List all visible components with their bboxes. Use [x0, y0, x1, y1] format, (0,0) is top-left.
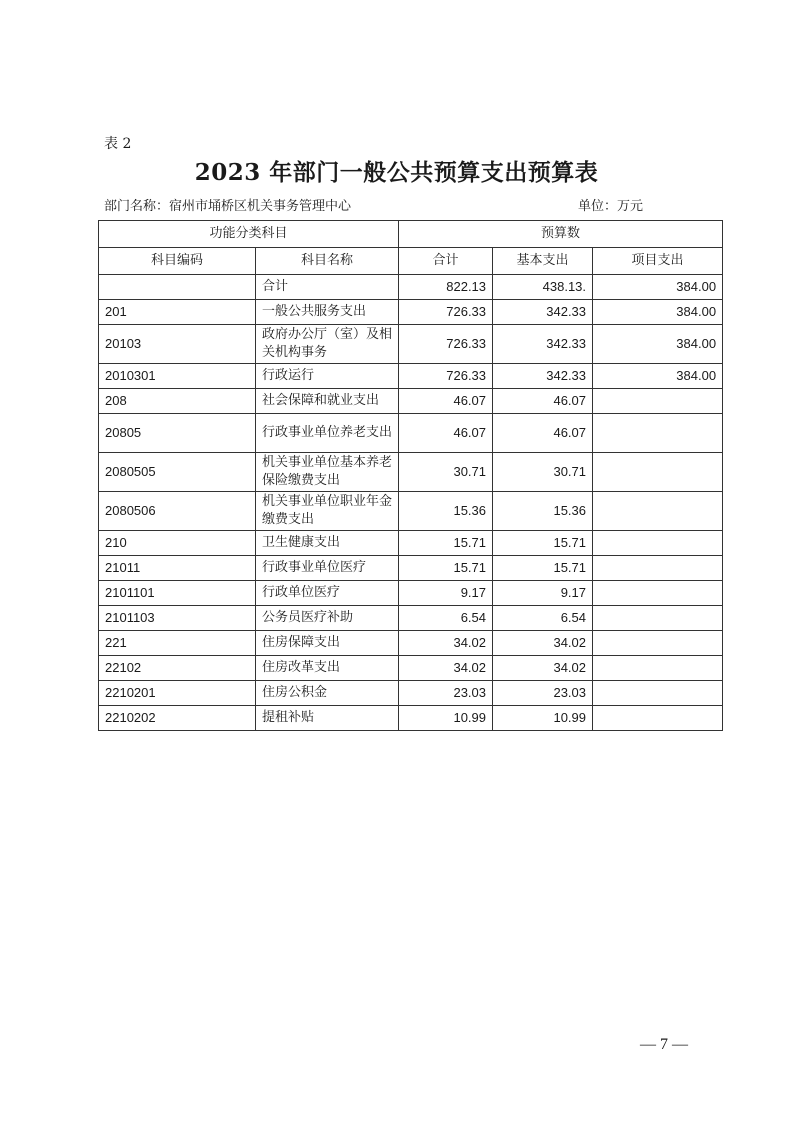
header-total: 合计: [399, 248, 493, 275]
cell-total: 10.99: [399, 706, 493, 731]
cell-code: 2010301: [99, 364, 256, 389]
table-row: [99, 492, 723, 531]
cell-project: [593, 556, 723, 581]
cell-total: 23.03: [399, 681, 493, 706]
cell-name: 提租补贴: [256, 706, 399, 731]
cell-code: 221: [99, 631, 256, 656]
cell-project: [593, 492, 723, 531]
cell-code: 2210202: [99, 706, 256, 731]
page-number: — 7 —: [640, 1036, 688, 1053]
cell-project: [593, 414, 723, 453]
header-project: 项目支出: [593, 248, 723, 275]
cell-name: 公务员医疗补助: [256, 606, 399, 631]
cell-basic: 342.33: [493, 325, 593, 364]
cell-basic: 342.33: [493, 364, 593, 389]
cell-total: 15.71: [399, 531, 493, 556]
cell-name: 合计: [256, 275, 399, 300]
header-budget-group: 预算数: [399, 221, 723, 248]
cell-project: [593, 531, 723, 556]
cell-total: 726.33: [399, 300, 493, 325]
table-row: [99, 364, 723, 389]
cell-name: 行政事业单位养老支出: [256, 414, 399, 453]
cell-basic: 15.71: [493, 531, 593, 556]
cell-basic: 438.13.: [493, 275, 593, 300]
cell-name: 住房改革支出: [256, 656, 399, 681]
cell-basic: 15.71: [493, 556, 593, 581]
cell-total: 15.36: [399, 492, 493, 531]
table-row: [99, 706, 723, 731]
table-row: [99, 300, 723, 325]
cell-total: 822.13: [399, 275, 493, 300]
header-name: 科目名称: [256, 248, 399, 275]
cell-basic: 10.99: [493, 706, 593, 731]
cell-total: 34.02: [399, 656, 493, 681]
cell-basic: 46.07: [493, 414, 593, 453]
cell-code: 2080505: [99, 453, 256, 492]
cell-project: [593, 656, 723, 681]
cell-total: 726.33: [399, 325, 493, 364]
cell-name: 一般公共服务支出: [256, 300, 399, 325]
cell-total: 726.33: [399, 364, 493, 389]
table-row: [99, 681, 723, 706]
table-body: [99, 275, 723, 731]
cell-code: 2101103: [99, 606, 256, 631]
cell-total: 6.54: [399, 606, 493, 631]
cell-basic: 342.33: [493, 300, 593, 325]
cell-name: 行政运行: [256, 364, 399, 389]
header-function-group: 功能分类科目: [99, 221, 399, 248]
budget-table: [98, 220, 723, 731]
cell-basic: 9.17: [493, 581, 593, 606]
department-name: 部门名称：宿州市埇桥区机关事务管理中心: [104, 199, 352, 214]
cell-code: 208: [99, 389, 256, 414]
cell-project: [593, 389, 723, 414]
table-row: [99, 275, 723, 300]
cell-total: 9.17: [399, 581, 493, 606]
table-row: [99, 556, 723, 581]
header-basic: 基本支出: [493, 248, 593, 275]
cell-name: 卫生健康支出: [256, 531, 399, 556]
cell-name: 政府办公厅（室）及相关机构事务: [256, 325, 399, 364]
table-row: [99, 581, 723, 606]
cell-basic: 15.36: [493, 492, 593, 531]
table-row: [99, 631, 723, 656]
cell-code: 201: [99, 300, 256, 325]
cell-code: 20805: [99, 414, 256, 453]
cell-name: 社会保障和就业支出: [256, 389, 399, 414]
cell-basic: 34.02: [493, 631, 593, 656]
table-row: [99, 414, 723, 453]
cell-total: 34.02: [399, 631, 493, 656]
cell-project: [593, 631, 723, 656]
cell-project: 384.00: [593, 275, 723, 300]
cell-name: 机关事业单位基本养老保险缴费支出: [256, 453, 399, 492]
unit-label: 单位：万元: [578, 199, 644, 214]
cell-name: 住房保障支出: [256, 631, 399, 656]
cell-total: 15.71: [399, 556, 493, 581]
cell-code: 210: [99, 531, 256, 556]
table-label: 表 2: [104, 136, 132, 152]
table-row: [99, 453, 723, 492]
cell-project: 384.00: [593, 364, 723, 389]
cell-project: [593, 606, 723, 631]
cell-basic: 46.07: [493, 389, 593, 414]
cell-name: 行政单位医疗: [256, 581, 399, 606]
header-code: 科目编码: [99, 248, 256, 275]
cell-code: 21011: [99, 556, 256, 581]
cell-name: 行政事业单位医疗: [256, 556, 399, 581]
cell-code: 22102: [99, 656, 256, 681]
table-row: [99, 656, 723, 681]
page-title: 2023 年部门一般公共预算支出预算表: [194, 159, 599, 186]
cell-code: [99, 275, 256, 300]
cell-total: 46.07: [399, 414, 493, 453]
cell-basic: 23.03: [493, 681, 593, 706]
table-row: [99, 531, 723, 556]
table-row: [99, 606, 723, 631]
table-row: [99, 389, 723, 414]
cell-total: 30.71: [399, 453, 493, 492]
cell-code: 20103: [99, 325, 256, 364]
cell-code: 2210201: [99, 681, 256, 706]
cell-project: [593, 706, 723, 731]
cell-code: 2080506: [99, 492, 256, 531]
cell-basic: 6.54: [493, 606, 593, 631]
table-row: [99, 325, 723, 364]
cell-project: [593, 453, 723, 492]
cell-total: 46.07: [399, 389, 493, 414]
cell-name: 住房公积金: [256, 681, 399, 706]
cell-code: 2101101: [99, 581, 256, 606]
cell-project: [593, 681, 723, 706]
cell-project: 384.00: [593, 300, 723, 325]
cell-basic: 34.02: [493, 656, 593, 681]
cell-project: [593, 581, 723, 606]
cell-basic: 30.71: [493, 453, 593, 492]
cell-project: 384.00: [593, 325, 723, 364]
cell-name: 机关事业单位职业年金缴费支出: [256, 492, 399, 531]
